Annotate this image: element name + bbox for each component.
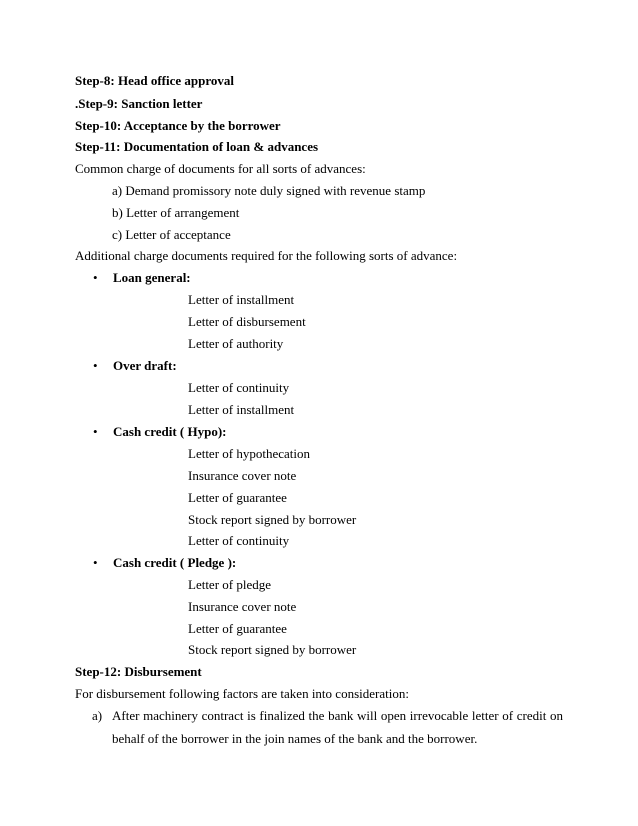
disbursement-item-text-continued: behalf of the borrower in the join names of the bank and the borrower. bbox=[112, 731, 478, 746]
common-doc-item: a) Demand promissory note duly signed with revenue stamp bbox=[112, 183, 426, 198]
bullet-icon: • bbox=[93, 555, 98, 570]
section-doc-item: Letter of hypothecation bbox=[188, 446, 311, 461]
section-doc-item: Insurance cover note bbox=[188, 468, 297, 483]
section-title-cash-credit-pledge: Cash credit ( Pledge ): bbox=[113, 555, 237, 570]
section-doc-item: Insurance cover note bbox=[188, 599, 297, 614]
additional-docs-intro: Additional charge documents required for the following sorts of advance: bbox=[75, 248, 458, 263]
section-title-loan-general: Loan general: bbox=[113, 270, 191, 285]
section-doc-item: Letter of installment bbox=[188, 292, 295, 307]
disbursement-item-text: After machinery contract is finalized the bank will open irrevocable letter of credit on bbox=[112, 708, 563, 723]
common-doc-item: c) Letter of acceptance bbox=[112, 227, 231, 242]
bullet-icon: • bbox=[93, 270, 98, 285]
section-doc-item: Letter of installment bbox=[188, 402, 295, 417]
section-doc-item: Letter of pledge bbox=[188, 577, 272, 592]
step-11-heading: Step-11: Documentation of loan & advances bbox=[75, 139, 319, 154]
section-doc-item: Letter of guarantee bbox=[188, 621, 287, 636]
step-8-heading: Step-8: Head office approval bbox=[75, 73, 234, 88]
bullet-icon: • bbox=[93, 358, 98, 373]
section-title-over-draft: Over draft: bbox=[113, 358, 177, 373]
section-doc-item: Letter of authority bbox=[188, 336, 284, 351]
common-doc-item: b) Letter of arrangement bbox=[112, 205, 240, 220]
common-docs-intro: Common charge of documents for all sorts of advances: bbox=[75, 161, 366, 176]
step-9-heading: .Step-9: Sanction letter bbox=[75, 96, 203, 111]
disbursement-item-marker: a) bbox=[92, 708, 103, 723]
disbursement-intro: For disbursement following factors are taken into consideration: bbox=[75, 686, 409, 701]
section-doc-item: Letter of guarantee bbox=[188, 490, 287, 505]
section-doc-item: Stock report signed by borrower bbox=[188, 512, 357, 527]
section-doc-item: Letter of continuity bbox=[188, 533, 290, 548]
step-12-heading: Step-12: Disbursement bbox=[75, 664, 202, 679]
section-doc-item: Letter of continuity bbox=[188, 380, 290, 395]
section-title-cash-credit-hypo: Cash credit ( Hypo): bbox=[113, 424, 227, 439]
bullet-icon: • bbox=[93, 424, 98, 439]
section-doc-item: Letter of disbursement bbox=[188, 314, 306, 329]
step-10-heading: Step-10: Acceptance by the borrower bbox=[75, 118, 281, 133]
section-doc-item: Stock report signed by borrower bbox=[188, 642, 357, 657]
